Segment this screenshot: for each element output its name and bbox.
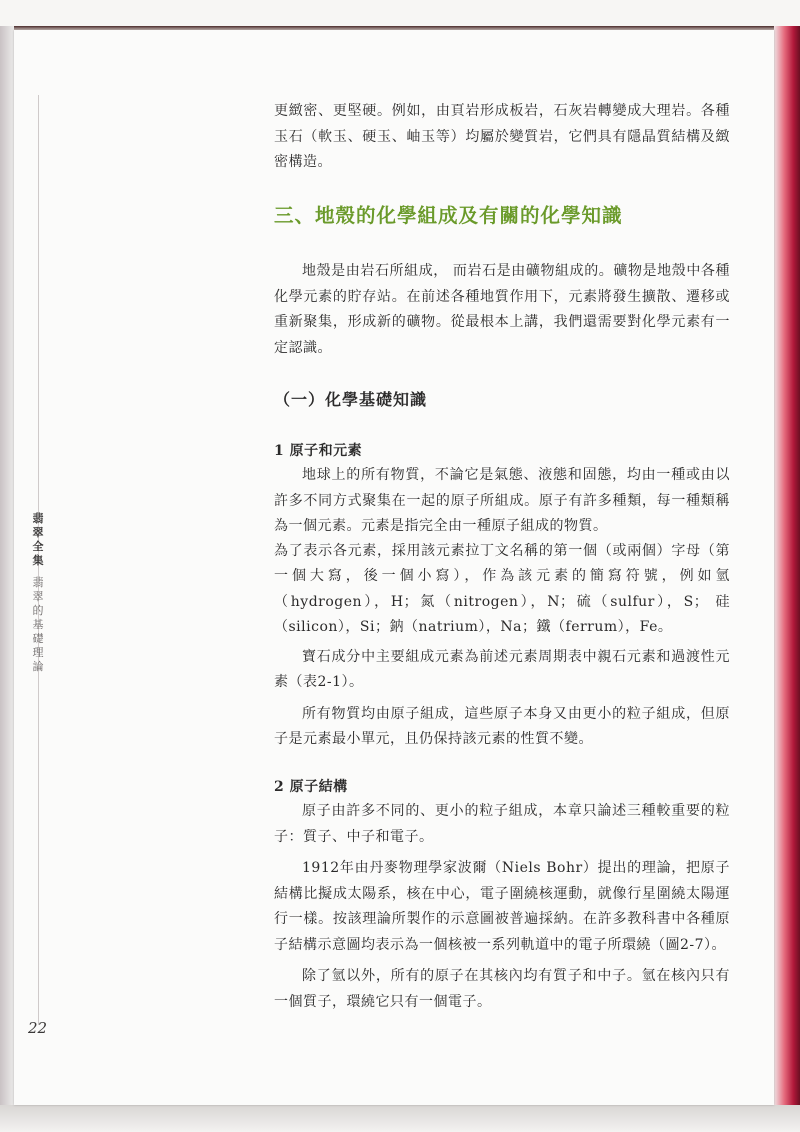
running-title	[30, 512, 46, 674]
part2-paragraph-3: 除了氫以外，所有的原子在其核內均有質子和中子。氫在核內只有一個質子，環繞它只有一個電子。	[274, 968, 730, 1010]
book-cover-edge	[774, 26, 800, 1111]
part2-paragraph-2: 1912年由丹麥物理學家波爾（Niels Bohr）提出的理論，把原子結構比擬成太陽系，核在中心，電子圍繞核運動，就像行星圍繞太陽運行一樣。按該理論所製作的示意圖被普遍採納。在許多教科書中各種原子結構示意圖均表示為一個核被一系列軌道中的電子所環繞（圖2-7）。	[274, 860, 730, 953]
intro-block	[274, 99, 730, 176]
chapter-title: 翡翠的基礎理論	[32, 576, 44, 673]
part1-paragraph-4: 所有物質均由原子組成，這些原子本身又由更小的粒子組成，但原子是元素最小單元，且仍保持該元素的性質不變。	[274, 705, 730, 747]
part1-paragraph-2: 為了表示各元素，採用該元素拉丁文名稱的第一個（或兩個）字母（第一個大寫，後一個小寫），作為該元素的簡寫符號，例如氫（hydrogen），H；氮（nitrogen），N；硫（sulfur），S； 硅（silicon），Si；鈉（natrium），Na；鐵（ferrum），Fe。	[274, 542, 730, 635]
intro-paragraph: 更緻密、更堅硬。例如，由頁岩形成板岩，石灰岩轉變成大理岩。各種玉石（軟玉、硬玉、岫玉等）均屬於變質岩，它們具有隱晶質結構及緻密構造。	[274, 103, 730, 170]
part2-heading: 2 原子結構	[274, 779, 348, 795]
section-intro-block	[274, 259, 730, 361]
part1-body	[274, 463, 730, 753]
section-paragraph: 地殼是由岩石所組成， 而岩石是由礦物組成的。礦物是地殼中各種化學元素的貯存站。在前述各種地質作用下，元素將發生擴散、遷移或重新聚集，形成新的礦物。從最根本上講，我們還需要對化學元素有一定認識。	[274, 263, 730, 356]
page-left-edge	[0, 26, 14, 1111]
part1-heading: 1 原子和元素	[274, 443, 363, 459]
page-bottom-edge	[0, 1105, 800, 1132]
part1-paragraph-1: 地球上的所有物質，不論它是氣態、液態和固態，均由一種或由以許多不同方式聚集在一起的原子所組成。原子有許多種類，每一種類稱為一個元素。元素是指完全由一種原子組成的物質。	[274, 467, 730, 534]
part2-body	[274, 799, 730, 1015]
part2-paragraph-1: 原子由許多不同的、更小的粒子組成，本章只論述三種較重要的粒子：質子、中子和電子。	[274, 803, 730, 845]
page-number: 22	[28, 1019, 48, 1037]
subsection-heading: （一）化學基礎知識	[274, 390, 428, 409]
part1-paragraph-3: 寶石成分中主要組成元素為前述元素周期表中親石元素和過渡性元素（表2-1）。	[274, 648, 730, 690]
section-heading: 三、地殼的化學組成及有關的化學知識	[274, 204, 623, 227]
series-title: 翡翠全集	[32, 512, 44, 567]
